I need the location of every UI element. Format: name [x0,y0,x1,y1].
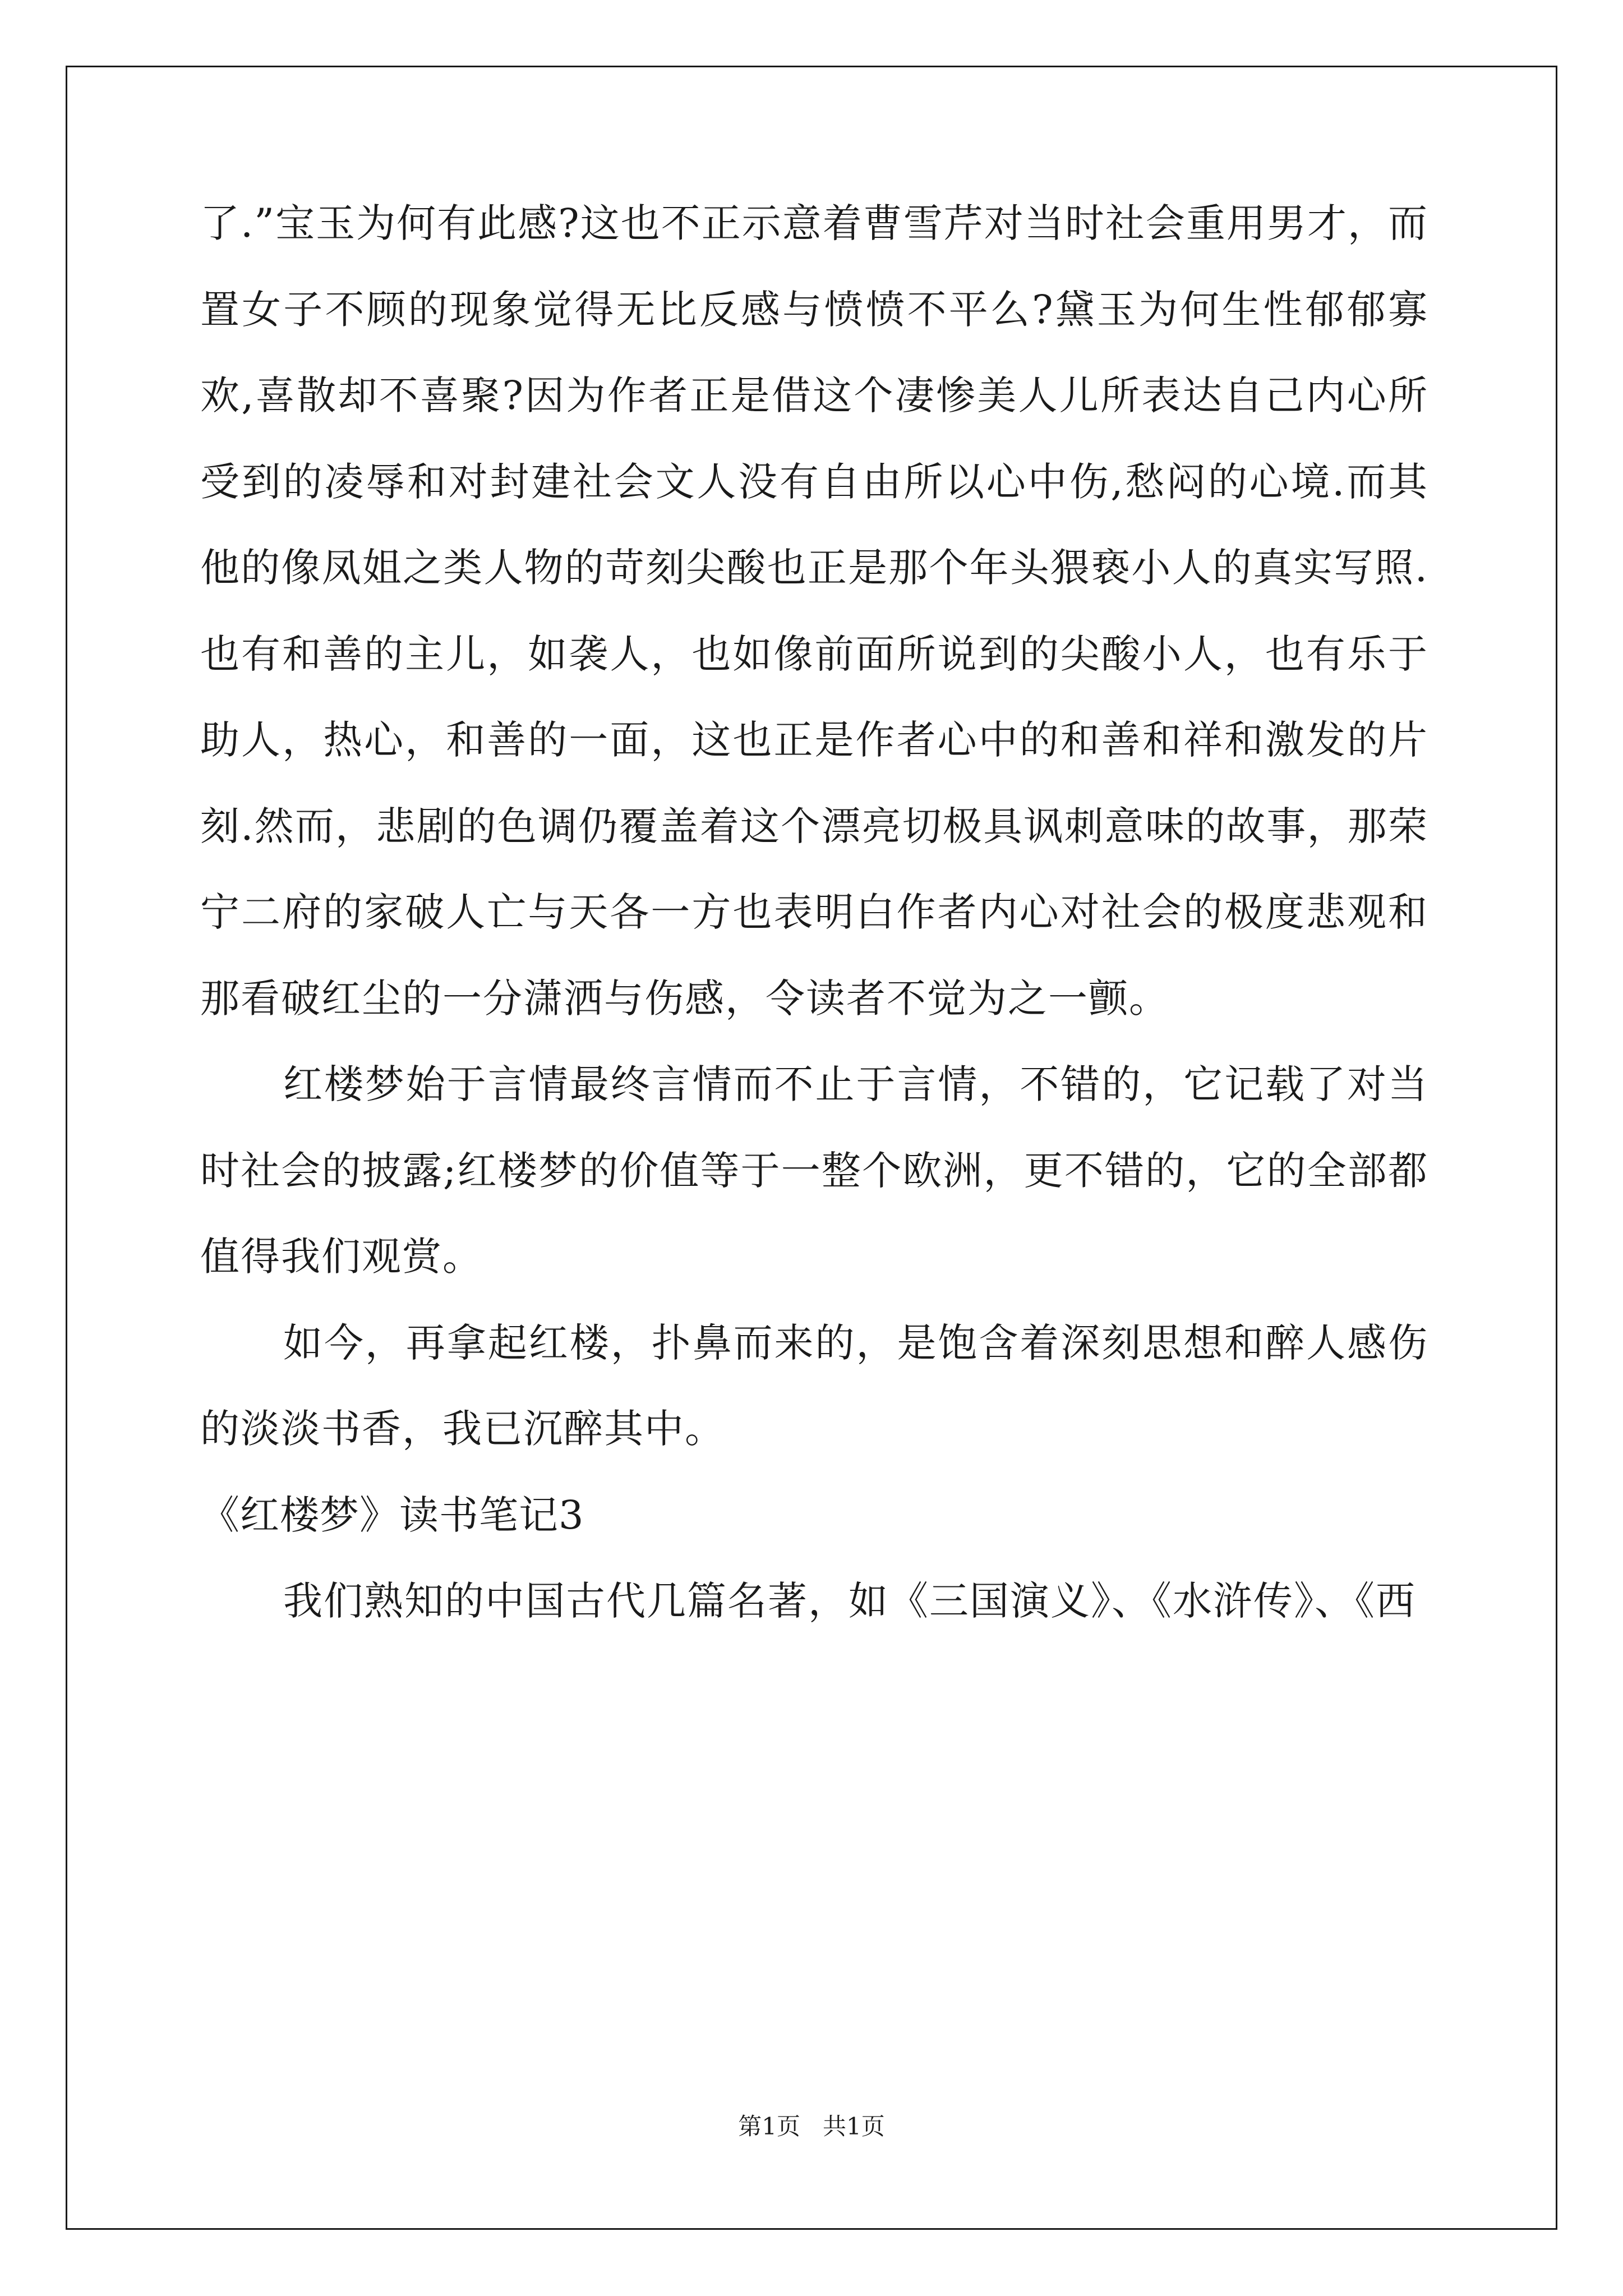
paragraph-3: 如今，再拿起红楼，扑鼻而来的，是饱含着深刻思想和醉人感伤的淡淡书香，我已沉醉其中。 [200,1319,1428,1452]
paragraph-1: 了.”宝玉为何有此感?这也不正示意着曹雪芹对当时社会重用男才，而置女子不顾的现象觉得无比反感与愤愤不平么?黛玉为何生性郁郁寡欢,喜散却不喜聚?因为作者正是借这个凄惨美人儿所表达自己内心所受到的凌辱和对封建社会文人没有自由所以心中伤,愁闷的心境.而其他的像凤姐之类人物的苛刻尖酸也正是那个年头猥亵小人的真实写照.也有和善的主儿，如袭人，也如像前面所说到的尖酸小人，也有乐于助人，热心，和善的一面，这也正是作者心中的和善和祥和激发的片刻.然而，悲剧的色调仍覆盖着这个漂亮切极具讽刺意味的故事，那荣宁二府的家破人亡与天各一方也表明白作者内心对社会的极度悲观和那看破红尘的一分潇洒与伤感，令读者不觉为之一颤。 [200,200,1428,1022]
document-body [200,181,1428,1645]
page-total: 共1页 [823,2113,885,2140]
paragraph-2: 红楼梦始于言情最终言情而不止于言情，不错的，它记载了对当时社会的披露;红楼梦的价值等于一整个欧洲，更不错的，它的全部都值得我们观赏。 [200,1061,1428,1280]
paragraph-4: 我们熟知的中国古代几篇名著，如《三国演义》、《水浒传》、《西 [283,1578,1416,1624]
section-heading: 《红楼梦》读书笔记3 [200,1492,584,1538]
page-number: 第1页 [738,2113,800,2140]
page-footer [0,2108,1623,2142]
